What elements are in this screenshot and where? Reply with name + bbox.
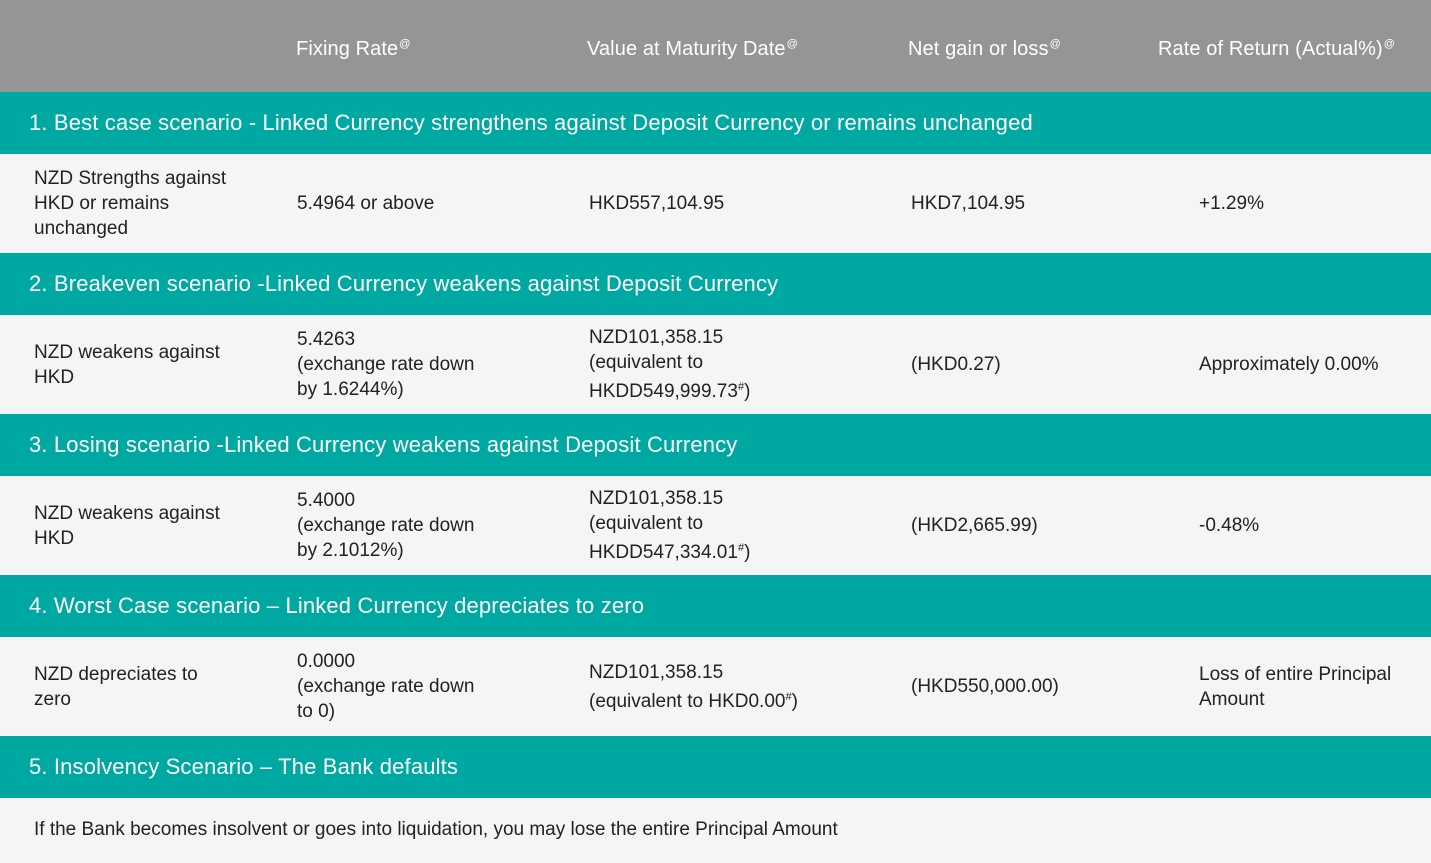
table-row <box>0 315 1431 414</box>
header-value-at-maturity: Value at Maturity Date@ <box>587 38 798 60</box>
rate-of-return-cell: Loss of entire Principal Amount <box>1199 663 1392 710</box>
net-gain-loss-cell: HKD7,104.95 <box>911 193 1026 214</box>
net-gain-loss-cell: (HKD2,665.99) <box>911 515 1038 536</box>
header-rate-of-return: Rate of Return (Actual%)@ <box>1158 38 1395 60</box>
net-gain-loss-cell: (HKD550,000.00) <box>911 676 1059 697</box>
header-net-gain-loss: Net gain or loss@ <box>908 38 1061 60</box>
value-at-maturity-cell: NZD101,358.15 (equivalent to HKDD547,334.01#) <box>589 488 751 563</box>
scenario-heading: 2. Breakeven scenario -Linked Currency weakens against Deposit Currency <box>0 253 1431 315</box>
table-header <box>0 0 1431 92</box>
table-row <box>0 476 1431 575</box>
condition-cell: NZD weakens against HKD <box>34 502 220 549</box>
table-row <box>0 154 1431 253</box>
rate-of-return-cell: Approximately 0.00% <box>1199 354 1379 375</box>
scenario-heading: 3. Losing scenario -Linked Currency weakens against Deposit Currency <box>0 414 1431 476</box>
fixing-rate-cell: 0.0000 (exchange rate down to 0) <box>297 651 475 722</box>
scenario-heading: 4. Worst Case scenario – Linked Currency depreciates to zero <box>0 575 1431 637</box>
value-at-maturity-cell: NZD101,358.15 (equivalent to HKD0.00#) <box>589 661 798 712</box>
scenario-heading: 1. Best case scenario - Linked Currency strengthens against Deposit Currency or remains unchanged <box>0 92 1431 154</box>
value-at-maturity-cell: HKD557,104.95 <box>589 193 725 214</box>
table-row <box>0 637 1431 736</box>
rate-of-return-cell: -0.48% <box>1199 515 1260 536</box>
value-at-maturity-cell: NZD101,358.15 (equivalent to HKDD549,999.73#) <box>589 327 751 402</box>
header-fixing-rate: Fixing Rate@ <box>296 38 411 60</box>
insolvency-text: If the Bank becomes insolvent or goes into liquidation, you may lose the entire Principal Amount <box>0 798 1431 862</box>
fixing-rate-cell: 5.4000 (exchange rate down by 2.1012%) <box>297 490 475 561</box>
rate-of-return-cell: +1.29% <box>1199 193 1264 214</box>
condition-cell: NZD depreciates to zero <box>34 663 198 710</box>
fixing-rate-cell: 5.4964 or above <box>297 193 435 214</box>
net-gain-loss-cell: (HKD0.27) <box>911 354 1001 375</box>
condition-cell: NZD Strengths against HKD or remains unchanged <box>34 168 227 239</box>
fixing-rate-cell: 5.4263 (exchange rate down by 1.6244%) <box>297 329 475 400</box>
scenario-heading: 5. Insolvency Scenario – The Bank defaults <box>0 736 1431 798</box>
condition-cell: NZD weakens against HKD <box>34 341 220 388</box>
